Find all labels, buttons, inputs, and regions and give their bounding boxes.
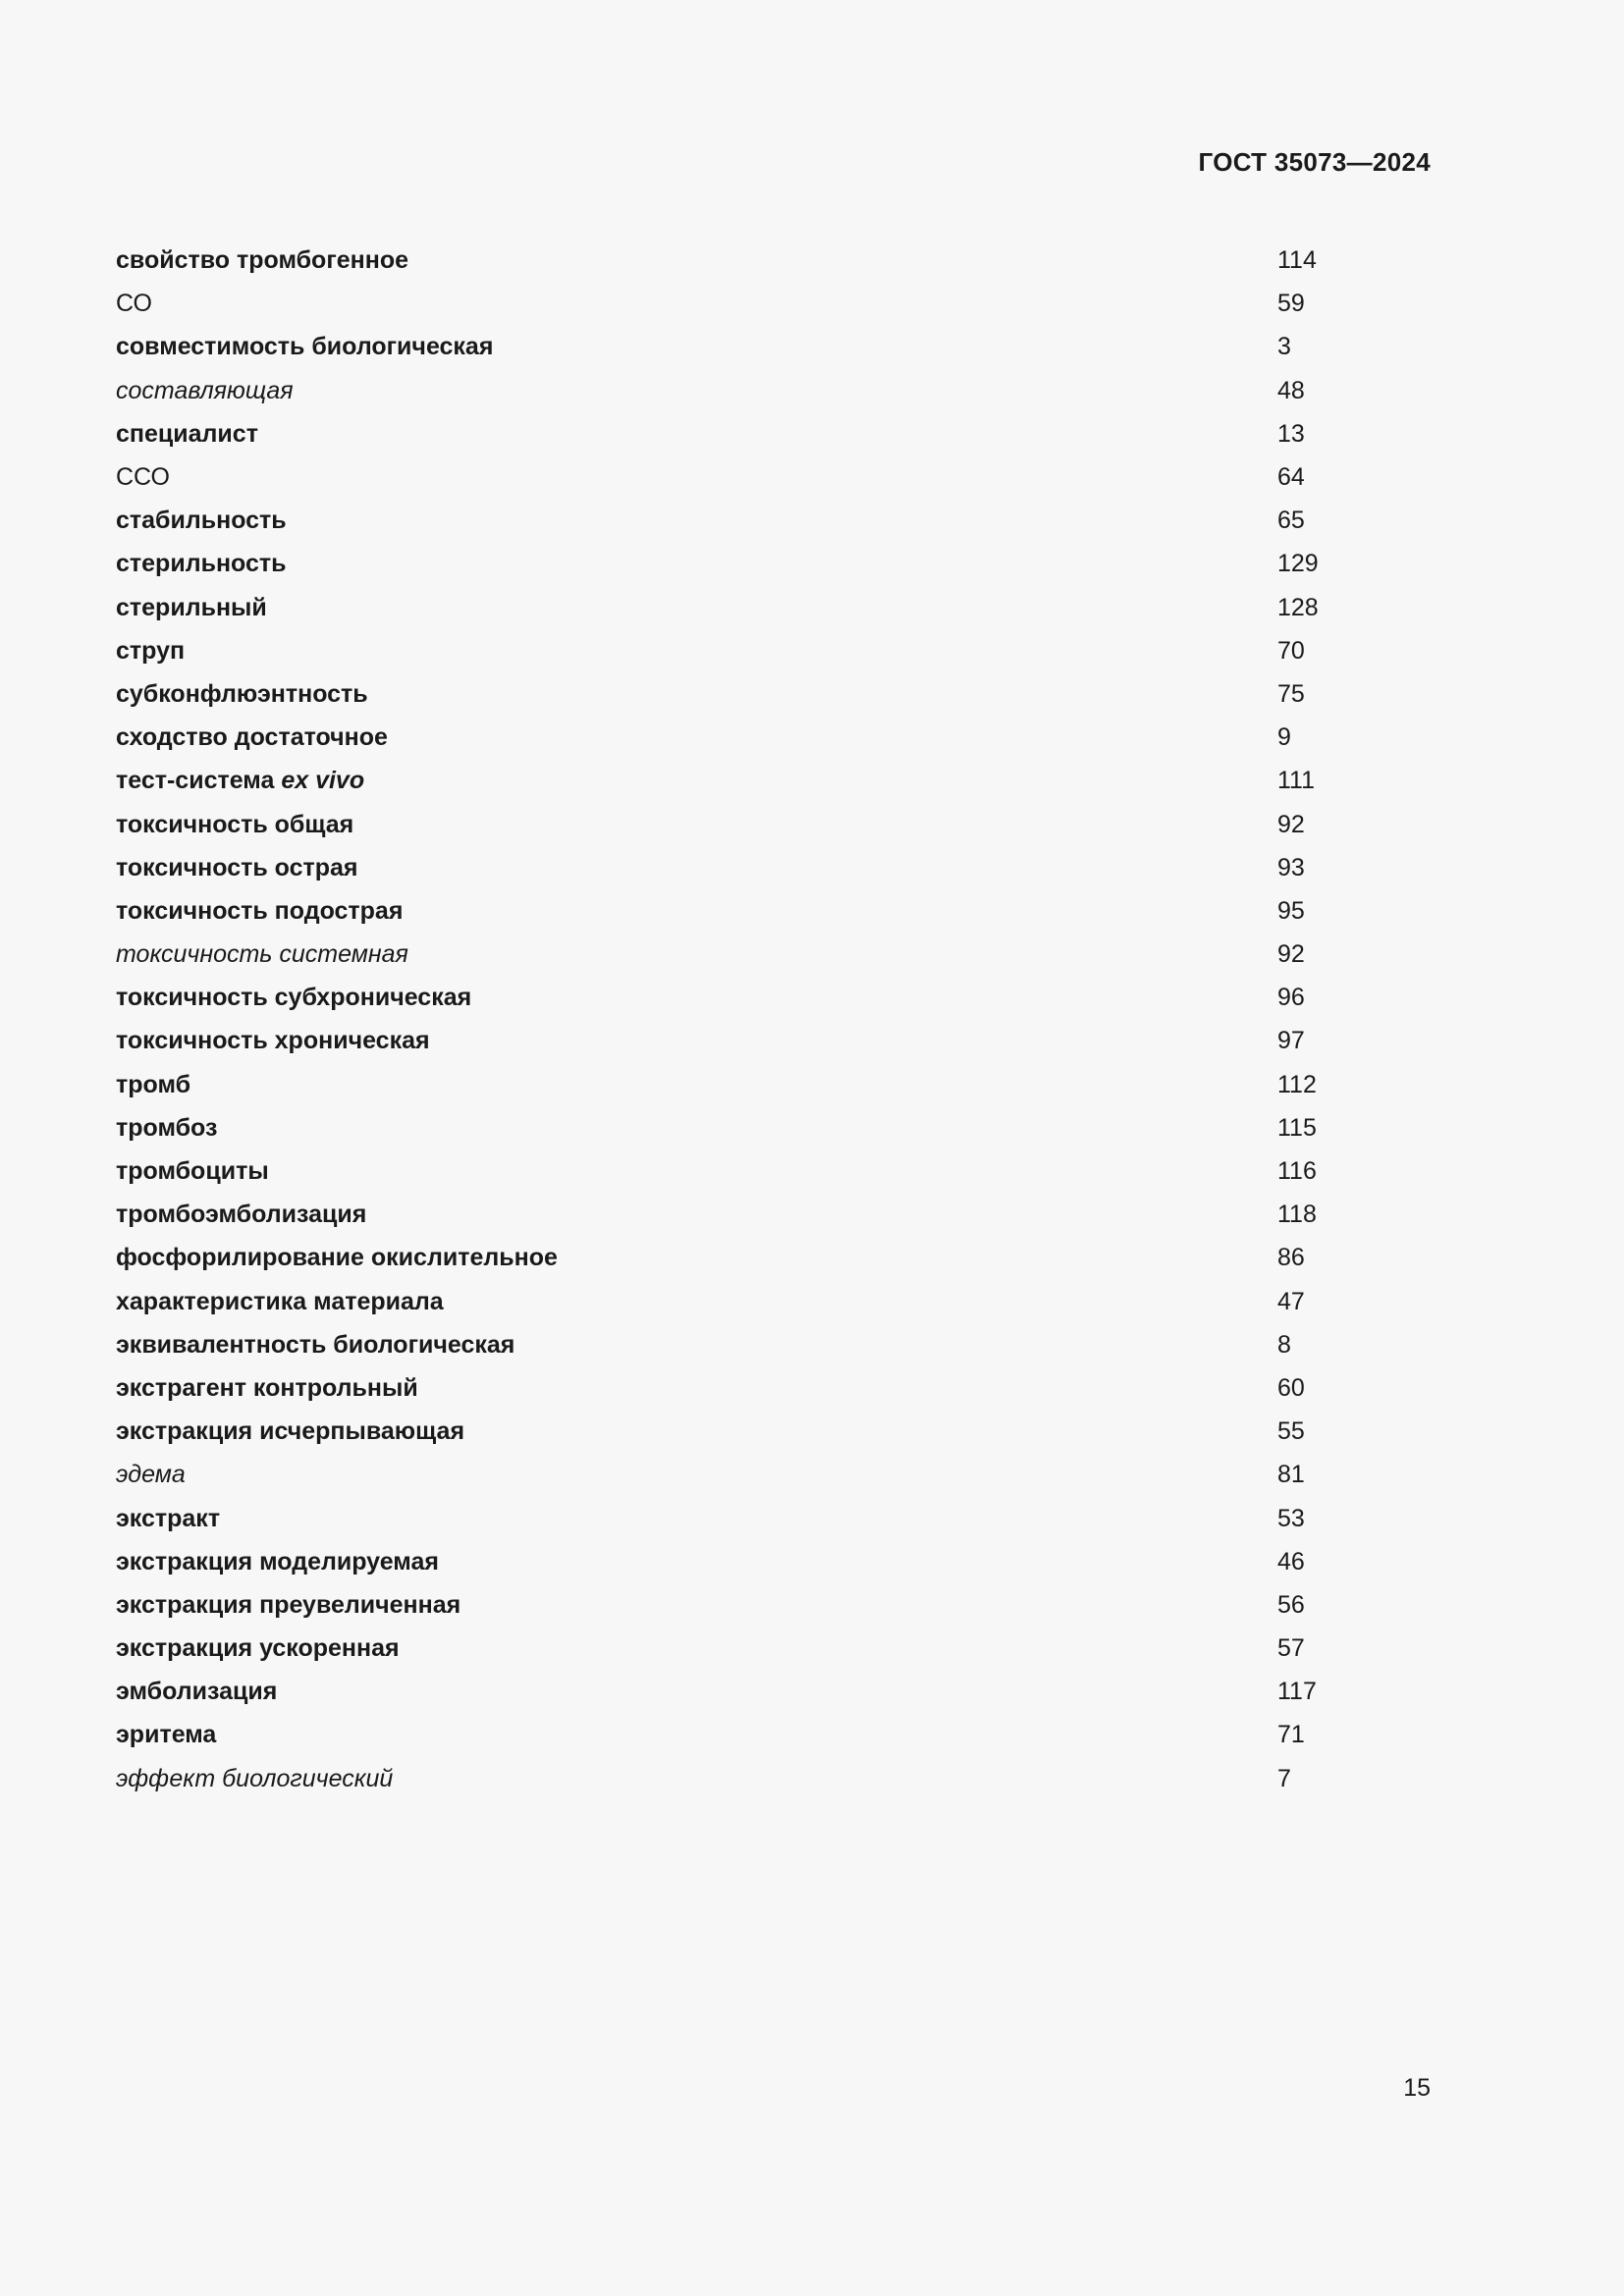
index-term — [116, 499, 1277, 542]
index-term-text: экстракт — [116, 1504, 221, 1532]
index-entry — [116, 282, 1392, 325]
index-entry — [116, 325, 1392, 368]
index-term-text: токсичность субхроническая — [116, 984, 472, 1012]
term-index-list — [116, 239, 1392, 1800]
index-entry — [116, 976, 1392, 1019]
index-entry — [116, 629, 1392, 672]
index-entry — [116, 1063, 1392, 1106]
index-entry — [116, 1323, 1392, 1366]
index-term-text: субконфлюэнтность — [116, 679, 368, 708]
index-term-text: стабильность — [116, 507, 287, 535]
index-entry — [116, 1193, 1392, 1236]
index-reference-number: 13 — [1277, 419, 1305, 448]
index-entry — [116, 889, 1392, 933]
index-entry — [116, 1583, 1392, 1627]
index-entry — [116, 1713, 1392, 1756]
index-term-text: экстрагент контрольный — [116, 1373, 418, 1402]
index-reference-number: 64 — [1277, 463, 1305, 492]
index-term-text: токсичность общая — [116, 810, 354, 838]
index-reference-number: 112 — [1277, 1070, 1317, 1098]
index-entry — [116, 1496, 1392, 1539]
index-entry — [116, 1757, 1392, 1800]
index-entry — [116, 1670, 1392, 1713]
index-reference-number: 111 — [1277, 767, 1316, 795]
index-term-text: экстракция ускоренная — [116, 1634, 400, 1663]
index-term-text: специалист — [116, 419, 258, 448]
index-term — [116, 1627, 1277, 1670]
index-reference-number: 47 — [1277, 1287, 1305, 1315]
index-term-text: сходство достаточное — [116, 723, 388, 752]
document-code: ГОСТ 35073—2024 — [1198, 147, 1431, 177]
index-term — [116, 1149, 1277, 1193]
index-reference-number: 116 — [1277, 1157, 1317, 1186]
index-reference-number: 95 — [1277, 896, 1305, 925]
index-reference-number: 129 — [1277, 550, 1319, 578]
index-term — [116, 542, 1277, 585]
index-entry — [116, 239, 1392, 282]
index-term — [116, 1106, 1277, 1149]
index-term-text: совместимость биологическая — [116, 333, 494, 361]
index-reference-number: 81 — [1277, 1461, 1305, 1489]
index-term — [116, 1497, 1277, 1540]
index-term — [116, 1323, 1277, 1366]
index-term-text: токсичность хроническая — [116, 1027, 430, 1055]
index-term — [116, 455, 1277, 499]
index-term-text: эквивалентность биологическая — [116, 1330, 515, 1359]
index-reference-number: 59 — [1277, 290, 1305, 318]
index-reference-number: 71 — [1277, 1721, 1305, 1749]
index-reference-number: 75 — [1277, 679, 1305, 708]
index-term-text: эффект биологический — [116, 1764, 394, 1792]
index-term — [116, 1280, 1277, 1323]
index-term-text: тромбоциты — [116, 1157, 269, 1186]
index-entry — [116, 1540, 1392, 1583]
index-term — [116, 282, 1277, 325]
index-term — [116, 1670, 1277, 1713]
index-reference-number: 7 — [1277, 1764, 1291, 1792]
index-reference-number: 92 — [1277, 940, 1305, 969]
index-entry — [116, 542, 1392, 585]
index-term — [116, 933, 1277, 976]
index-term — [116, 803, 1277, 846]
index-reference-number: 96 — [1277, 984, 1305, 1012]
index-term-text: эмболизация — [116, 1678, 278, 1706]
index-term-text: тромбоз — [116, 1113, 218, 1142]
index-reference-number: 86 — [1277, 1244, 1305, 1272]
index-term — [116, 1019, 1277, 1062]
index-term-latin: ex vivo — [281, 767, 365, 795]
index-term — [116, 629, 1277, 672]
index-term — [116, 846, 1277, 889]
index-term-text: СО — [116, 290, 152, 318]
index-reference-number: 117 — [1277, 1678, 1317, 1706]
index-term — [116, 1757, 1277, 1800]
index-term-text: экстракция моделируемая — [116, 1547, 439, 1575]
index-term-text: токсичность подострая — [116, 896, 404, 925]
index-reference-number: 8 — [1277, 1330, 1291, 1359]
index-entry — [116, 846, 1392, 889]
index-reference-number: 60 — [1277, 1373, 1305, 1402]
index-term — [116, 586, 1277, 629]
index-reference-number: 3 — [1277, 333, 1291, 361]
index-term — [116, 412, 1277, 455]
index-term — [116, 239, 1277, 282]
index-term — [116, 1236, 1277, 1279]
index-reference-number: 93 — [1277, 853, 1305, 881]
index-term-text: характеристика материала — [116, 1287, 444, 1315]
index-term — [116, 1193, 1277, 1236]
index-term-text: эритема — [116, 1721, 217, 1749]
page-number: 15 — [1403, 2074, 1431, 2102]
index-term — [116, 325, 1277, 368]
index-term-text: тромб — [116, 1070, 191, 1098]
index-term — [116, 1366, 1277, 1410]
index-entry — [116, 716, 1392, 759]
index-reference-number: 128 — [1277, 593, 1319, 621]
index-reference-number: 57 — [1277, 1634, 1305, 1663]
index-term-text: составляющая — [116, 376, 294, 404]
index-entry — [116, 1366, 1392, 1410]
index-entry — [116, 1236, 1392, 1279]
index-reference-number: 53 — [1277, 1504, 1305, 1532]
index-reference-number: 46 — [1277, 1547, 1305, 1575]
index-reference-number: 114 — [1277, 246, 1317, 275]
index-entry — [116, 499, 1392, 542]
index-term-text: тромбоэмболизация — [116, 1201, 367, 1229]
index-term-text: стерильный — [116, 593, 267, 621]
index-reference-number: 92 — [1277, 810, 1305, 838]
index-reference-number: 118 — [1277, 1201, 1317, 1229]
index-term — [116, 672, 1277, 716]
index-term — [116, 1713, 1277, 1756]
index-entry — [116, 1149, 1392, 1193]
index-reference-number: 65 — [1277, 507, 1305, 535]
index-entry — [116, 1280, 1392, 1323]
index-entry — [116, 586, 1392, 629]
index-reference-number: 48 — [1277, 376, 1305, 404]
index-term-text: тест-система — [116, 767, 282, 795]
index-entry — [116, 672, 1392, 716]
index-term-text: ССО — [116, 463, 171, 492]
index-term-text: экстракция преувеличенная — [116, 1590, 461, 1619]
index-reference-number: 70 — [1277, 636, 1305, 665]
index-term-text: токсичность острая — [116, 853, 358, 881]
index-term — [116, 369, 1277, 412]
index-entry — [116, 802, 1392, 845]
index-reference-number: 115 — [1277, 1113, 1317, 1142]
index-term — [116, 1063, 1277, 1106]
index-term-text: эдема — [116, 1461, 186, 1489]
index-term-text: экстракция исчерпывающая — [116, 1417, 465, 1446]
index-reference-number: 56 — [1277, 1590, 1305, 1619]
index-entry — [116, 455, 1392, 499]
index-term — [116, 759, 1277, 802]
index-reference-number: 9 — [1277, 723, 1291, 752]
index-entry — [116, 369, 1392, 412]
index-term — [116, 716, 1277, 759]
index-term — [116, 1410, 1277, 1453]
index-term — [116, 889, 1277, 933]
index-entry — [116, 1106, 1392, 1149]
index-entry — [116, 1019, 1392, 1062]
index-term-text: свойство тромбогенное — [116, 246, 409, 275]
index-reference-number: 97 — [1277, 1027, 1305, 1055]
index-term — [116, 1540, 1277, 1583]
index-entry — [116, 1453, 1392, 1496]
index-reference-number: 55 — [1277, 1417, 1305, 1446]
index-entry — [116, 933, 1392, 976]
index-term — [116, 1583, 1277, 1627]
index-entry — [116, 759, 1392, 802]
index-entry — [116, 412, 1392, 455]
index-term-text: струп — [116, 636, 186, 665]
index-term — [116, 976, 1277, 1019]
index-term-text: фосфорилирование окислительное — [116, 1244, 558, 1272]
index-entry — [116, 1410, 1392, 1453]
index-entry — [116, 1627, 1392, 1670]
index-term-text: токсичность системная — [116, 940, 408, 969]
index-term — [116, 1453, 1277, 1496]
index-term-text: стерильность — [116, 550, 287, 578]
